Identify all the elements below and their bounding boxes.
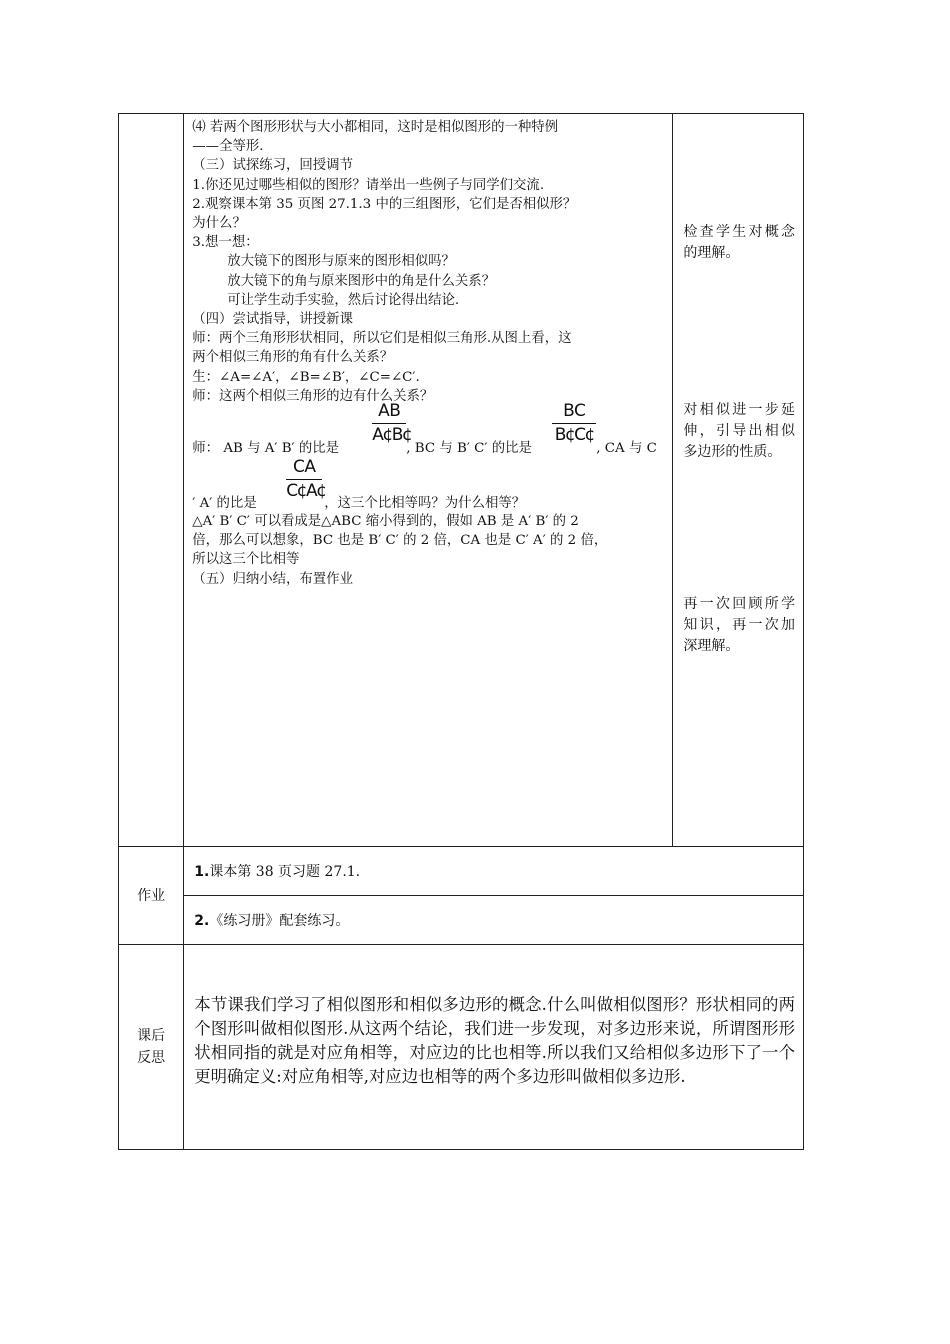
reflection-cell — [184, 945, 804, 1150]
homework-item-1 — [184, 847, 803, 881]
fraction-numerator: CA — [293, 457, 316, 478]
ratio-line-1 — [192, 401, 664, 472]
question-2: 2.观察课本第 35 页图 27.1.3 中的三组图形，它们是否相似形？ — [192, 196, 577, 212]
text-line: ⑷ 若两个图形形状与大小都相同，这时是相似图形的一种特例 — [192, 120, 559, 135]
question-3b: 放大镜下的角与原来图形中的角是什么关系？ — [227, 273, 496, 289]
note-2: 对相似进一步延伸，引导出相似多边形的性质。 — [683, 402, 795, 460]
homework-item-2-cell — [184, 896, 804, 945]
reflection-label-line: 课后 — [137, 1028, 166, 1044]
process-label-cell — [119, 114, 184, 847]
ratio-line-2 — [192, 457, 664, 512]
section-heading: （五）归纳小结，布置作业 — [192, 571, 353, 587]
item-text: 《练习册》配套练习。 — [209, 913, 350, 929]
homework-row-1 — [119, 847, 804, 896]
item-text: 课本第 38 页习题 27.1. — [209, 864, 361, 880]
teacher-line: 师：两个三角形形状相同，所以它们是相似三角形.从图上看，这 — [192, 331, 572, 347]
teacher-line: △A′ B′ C′ 可以看成是△ABC 缩小得到的，假如 AB 是 A′ B′ 的 2 — [192, 514, 579, 530]
teacher-line: 所以这三个比相等 — [192, 552, 300, 568]
process-content-cell — [184, 114, 673, 847]
homework-item-2 — [184, 896, 803, 930]
section-heading: （四）尝试指导，讲授新课 — [192, 312, 353, 328]
teacher-line: 倍，那么可以想象，BC 也是 B′ C′ 的 2 倍，CA 也是 C′ A′ 的 2 倍， — [192, 533, 608, 549]
question-1: 1.你还见过哪些相似的图形？请举出一些例子与同学们交流. — [192, 177, 545, 193]
ratio-text: , CA 与 C — [596, 441, 657, 457]
reflection-label — [119, 945, 184, 1150]
fraction-ca — [286, 456, 326, 502]
fraction-bc — [552, 400, 596, 446]
teacher-line: 两个相似三角形的角有什么关系？ — [192, 350, 394, 366]
note-3: 再一次回顾所学知识，再一次加深理解。 — [683, 596, 795, 654]
question-3c: 可让学生动手实验，然后讨论得出结论. — [227, 292, 460, 308]
homework-label: 作业 — [119, 847, 184, 945]
ratio-text: ′ A′ 的比是 — [192, 496, 257, 512]
fraction-denominator: A¢B¢ — [372, 425, 412, 446]
fraction-ab — [372, 400, 412, 446]
lesson-plan-table — [118, 113, 804, 1150]
notes-column — [673, 114, 803, 846]
question-2-cont: 为什么？ — [192, 216, 246, 232]
reflection-label-line: 反思 — [137, 1050, 166, 1066]
item-number: 2. — [194, 913, 210, 929]
question-3a: 放大镜下的图形与原来的图形相似吗？ — [227, 254, 455, 270]
student-line: 生：∠A=∠A′，∠B=∠B′，∠C=∠C′. — [192, 369, 420, 385]
ratio-text: , BC 与 B′ C′ 的比是 — [406, 441, 532, 457]
homework-item-1-cell — [184, 847, 804, 896]
fraction-denominator: B¢C¢ — [554, 425, 594, 446]
reflection-text: 本节课我们学习了相似图形和相似多边形的概念.什么叫做相似图形？形状相同的两个图形叫做相似图形.从这两个结论，我们进一步发现，对多边形来说，所谓图形形状相同指的就是对应角相等，对应边的比也相等.所以我们又给相似多边形下了一个更明确定义:对应角相等,对应边也相等的两个多边形叫做相似多边形. — [194, 995, 795, 1086]
process-content — [184, 114, 672, 589]
teaching-process-row — [119, 114, 804, 847]
fraction-numerator: BC — [563, 401, 586, 422]
note-1: 检查学生对概念的理解。 — [683, 224, 795, 261]
ratio-text: ，这三个比相等吗？为什么相等？ — [324, 496, 526, 512]
notes-cell — [673, 114, 804, 847]
fraction-numerator: AB — [378, 401, 401, 422]
fraction-denominator: C¢A¢ — [286, 481, 326, 502]
text-line: ——全等形. — [192, 139, 264, 155]
ratio-text: 师： AB 与 A′ B′ 的比是 — [192, 441, 340, 457]
reflection-row — [119, 945, 804, 1150]
item-number: 1. — [194, 864, 210, 880]
homework-row-2 — [119, 896, 804, 945]
teacher-line: 师：这两个相似三角形的边有什么关系？ — [192, 388, 434, 404]
section-heading: （三）试探练习，回授调节 — [192, 158, 353, 174]
question-3: 3.想一想： — [192, 235, 259, 251]
